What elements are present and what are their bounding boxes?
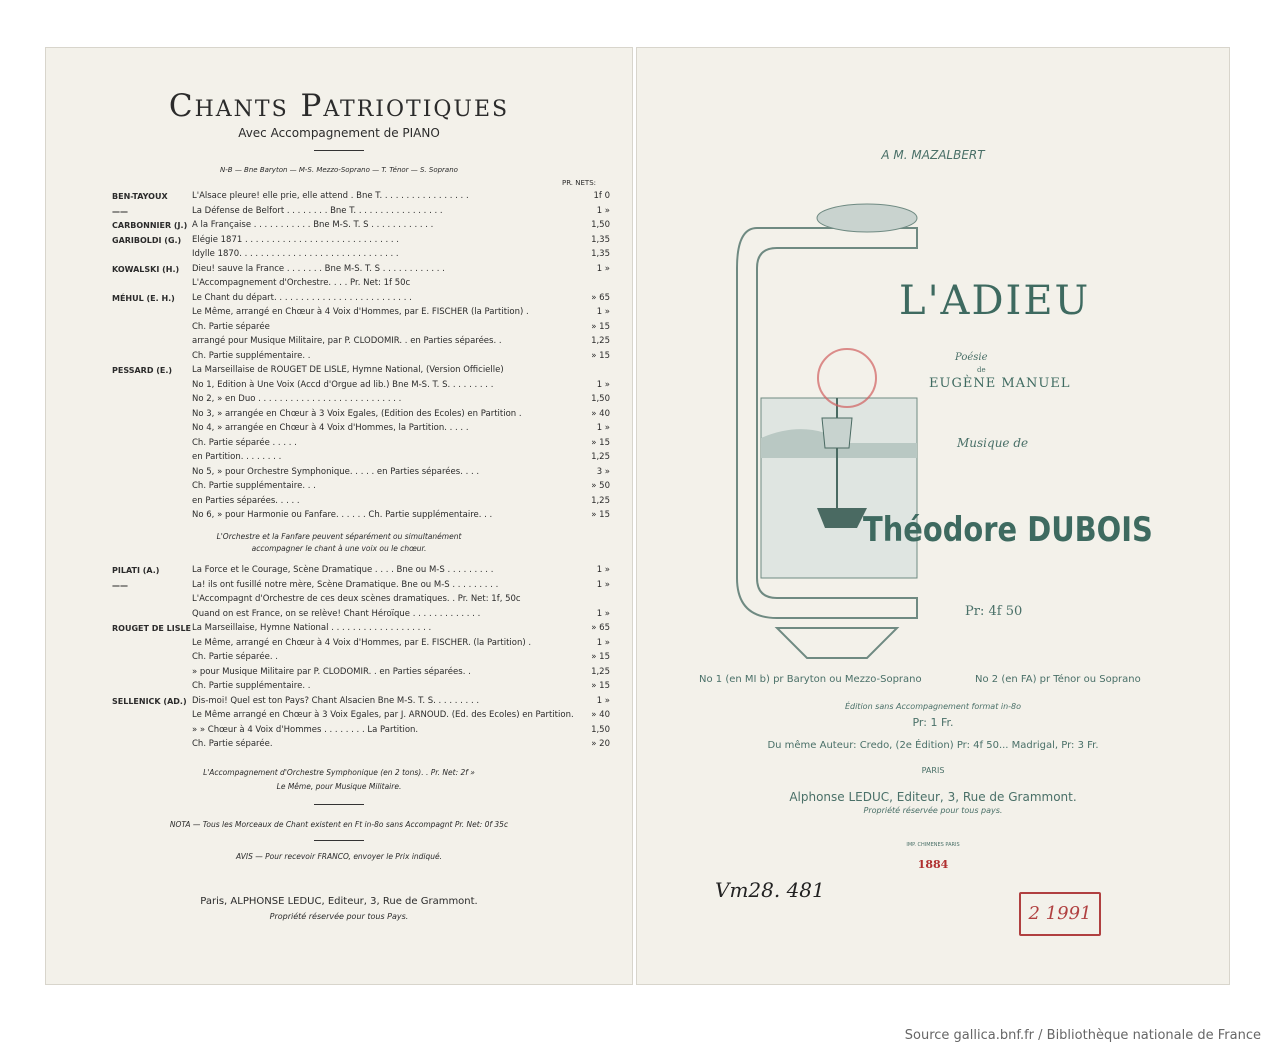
work-price: 1 » — [596, 565, 610, 575]
work-title: La Défense de Belfort . . . . . . . . Bne T. . . . . . . . . . . . . . . . . — [192, 205, 443, 216]
work-price: 1,50 — [591, 220, 610, 230]
rights-line: Propriété réservée pour tous Pays. — [269, 912, 409, 921]
work-title: No 6, » pour Harmonie ou Fanfare. . . . . . Ch. Partie supplémentaire. . . — [192, 510, 493, 520]
work-price: 1 » — [596, 695, 610, 706]
catalog-row — [112, 564, 610, 577]
work-price: » 15 — [591, 510, 610, 520]
same-author-line: Du même Auteur: Credo, (2e Édition) Pr: 4f 50... Madrigal, Pr: 3 Fr. — [767, 740, 1099, 751]
composer-name: —— — [112, 206, 128, 216]
work-title: Ch. Partie supplémentaire. . — [192, 681, 311, 691]
library-stamp-circle — [817, 348, 877, 408]
work-title: Idylle 1870. . . . . . . . . . . . . . . . . . . . . . . . . . . . . . — [192, 249, 399, 259]
catalog-row — [112, 466, 610, 479]
work-price: 1,25 — [591, 452, 610, 462]
work-price: » 15 — [591, 437, 610, 448]
left-page — [46, 48, 632, 984]
edition-price: Pr: 1 Fr. — [912, 716, 954, 729]
work-title: Quand on est France, on se relève! Chant Héroïque . . . . . . . . . . . . . — [192, 608, 481, 619]
work-title: » » Chœur à 4 Voix d'Hommes . . . . . . . . La Partition. — [192, 724, 419, 735]
work-price: » 15 — [591, 681, 610, 691]
voice-abbreviation-note: N-B — Bne Baryton — M-S. Mezzo-Soprano — T. Ténor — S. Soprano — [220, 166, 458, 174]
edition-note: Édition sans Accompagnement format in-8o — [844, 702, 1022, 711]
catalog-row — [112, 738, 610, 751]
catalog-row — [112, 350, 610, 363]
work-price: 1 » — [596, 637, 610, 648]
work-price: 1,25 — [591, 495, 610, 506]
work-price: 1 » — [596, 423, 610, 433]
year-stamp: 1884 — [917, 858, 949, 871]
composer-name: KOWALSKI (H.) — [112, 264, 180, 274]
publisher-line: Paris, ALPHONSE LEDUC, Editeur, 3, Rue de Grammont. — [200, 896, 478, 907]
work-title: Le Même, arrangé en Chœur à 4 Voix d'Hommes, par E. FISCHER. (la Partition) . — [192, 637, 532, 648]
catalog-row — [112, 695, 610, 708]
composer-name: PILATI (A.) — [112, 566, 160, 575]
work-price: 1,25 — [591, 336, 610, 346]
ship-sail — [822, 418, 852, 448]
work-title: A la Française . . . . . . . . . . . Bne M-S. T. S . . . . . . . . . . . . — [192, 220, 434, 230]
rights-line: Propriété réservée pour tous pays. — [863, 806, 1003, 815]
work-price: » 20 — [591, 739, 610, 749]
work-title: La Marseillaise de ROUGET DE LISLE, Hymne National, (Version Officielle) — [192, 365, 504, 375]
price: Pr: 4f 50 — [965, 604, 1023, 619]
poesie-label: Poésie — [955, 352, 988, 363]
catalog-row — [112, 709, 610, 722]
work-title: La Force et le Courage, Scène Dramatique . . . . Bne ou M-S . . . . . . . . . — [192, 565, 494, 575]
work-price: » 15 — [591, 652, 610, 662]
catalog-row — [112, 666, 610, 679]
work-title: No 1, Edition à Une Voix (Accd d'Orgue ad lib.) Bne M-S. T. S. . . . . . . . . — [192, 379, 494, 390]
catalog-row — [112, 608, 610, 621]
catalog-row — [112, 480, 610, 493]
de-label: de — [977, 366, 986, 374]
dedication: A M. MAZALBERT — [881, 148, 985, 162]
catalog-row — [112, 205, 610, 218]
catalog-row — [112, 651, 610, 664]
catalog-row — [112, 579, 610, 592]
work-price: 1 » — [596, 307, 610, 317]
work-price: » 50 — [591, 481, 610, 491]
work-price: » 65 — [591, 623, 610, 633]
catalog-row — [112, 509, 610, 522]
work-price: 1 » — [596, 608, 610, 619]
orchestra-note-1: L'Orchestre et la Fanfare peuvent séparément ou simultanément — [216, 532, 462, 541]
work-price: » 40 — [591, 408, 610, 419]
ornamental-frame-illustration — [717, 188, 1017, 668]
prices-header: PR. NETS: — [561, 179, 596, 187]
catalog-row — [112, 393, 610, 406]
work-title: arrangé pour Musique Militaire, par P. CLODOMIR. . en Parties séparées. . — [192, 336, 502, 346]
work-title: Le Même arrangé en Chœur à 3 Voix Egales, par J. ARNOUD. (Ed. des Ecoles) en Partition. — [192, 710, 574, 720]
divider-rule-2 — [314, 840, 364, 841]
catalog-row — [112, 292, 610, 305]
composer-name: ROUGET DE LISLE — [112, 624, 192, 633]
divider-rule — [314, 804, 364, 805]
work-title: La Marseillaise, Hymne National . . . . . . . . . . . . . . . . . . . — [192, 623, 432, 633]
catalog-row — [112, 408, 610, 421]
work-title: Ch. Partie séparée — [192, 321, 270, 332]
composer-name: —— — [112, 580, 128, 590]
military-note: Le Même, pour Musique Militaire. — [276, 782, 402, 791]
catalog-row — [112, 724, 610, 737]
flower-basket — [817, 204, 917, 232]
work-title: No 5, » pour Orchestre Symphonique. . . . . en Parties séparées. . . . — [192, 466, 480, 477]
work-price: 1,50 — [591, 724, 610, 735]
work-title: No 3, » arrangée en Chœur à 3 Voix Egales, (Edition des Ecoles) en Partition . — [192, 408, 522, 419]
work-title: L'Accompagnt d'Orchestre de ces deux scènes dramatiques. . Pr. Net: 1f, 50c — [192, 594, 521, 604]
catalog-row — [112, 495, 610, 508]
library-stamp-box: 2 1991 — [1019, 892, 1101, 936]
work-title: La! ils ont fusillé notre mère, Scène Dramatique. Bne ou M-S . . . . . . . . . — [192, 579, 499, 590]
catalog-row — [112, 364, 596, 377]
work-price: 1,35 — [591, 249, 610, 259]
catalog-title: Chants Patriotiques — [168, 88, 510, 124]
shelfmark: Vm28. 481 — [715, 878, 825, 902]
catalog-row — [112, 234, 610, 247]
catalog-row — [112, 637, 610, 650]
work-title: en Partition. . . . . . . . — [192, 452, 282, 462]
title-ornament-rule — [314, 150, 364, 151]
work-price: 1,50 — [591, 394, 610, 404]
work-price: 1f 0 — [593, 191, 610, 201]
catalog-row — [112, 451, 610, 464]
composer-name: SELLENICK (AD.) — [112, 696, 187, 706]
source-credit: Source gallica.bnf.fr / Bibliothèque nationale de France — [904, 1028, 1261, 1043]
catalog-subtitle: Avec Accompagnement de PIANO — [238, 126, 440, 140]
catalog-row — [112, 306, 610, 319]
work-title: Dis-moi! Quel est ton Pays? Chant Alsacien Bne M-S. T. S. . . . . . . . . — [192, 695, 480, 706]
voice-edition-1: No 1 (en MI b) pr Baryton ou Mezzo-Soprano — [699, 674, 922, 685]
work-title: en Parties séparées. . . . . — [192, 495, 300, 506]
work-title: Le Chant du départ. . . . . . . . . . . . . . . . . . . . . . . . . . — [192, 292, 412, 303]
work-title: L'Accompagnement d'Orchestre. . . . Pr. Net: 1f 50c — [192, 278, 411, 288]
right-page — [637, 48, 1229, 984]
composer-name: CARBONNIER (J.) — [112, 221, 188, 230]
printer-mark: IMP. CHIMENES PARIS — [906, 842, 960, 848]
frame-base — [777, 628, 897, 658]
composer-name: Théodore DUBOIS — [863, 510, 1153, 550]
work-price: 1 » — [596, 579, 610, 590]
catalog-row — [112, 219, 610, 232]
city: PARIS — [921, 766, 945, 775]
poet-name: EUGÈNE MANUEL — [929, 376, 1071, 391]
catalog-row — [112, 422, 610, 435]
catalog-row — [112, 437, 610, 450]
work-price: 1 » — [596, 205, 610, 216]
song-title: L'ADIEU — [899, 278, 1091, 324]
composer-name: GARIBOLDI (G.) — [112, 235, 182, 245]
avis-line: AVIS — Pour recevoir FRANCO, envoyer le Prix indiqué. — [235, 852, 443, 861]
work-price: 3 » — [596, 466, 610, 477]
work-price: 1 » — [596, 379, 610, 390]
work-price: 1 » — [596, 263, 610, 274]
work-title: Le Même, arrangé en Chœur à 4 Voix d'Hommes, par E. FISCHER (la Partition) . — [192, 307, 529, 317]
work-title: Ch. Partie séparée . . . . . — [192, 437, 297, 448]
catalog-row — [112, 379, 610, 392]
work-title: Ch. Partie supplémentaire. . . — [192, 481, 316, 491]
catalog-row — [112, 190, 610, 203]
work-title: » pour Musique Militaire par P. CLODOMIR. . en Parties séparées. . — [192, 666, 471, 677]
work-title: Ch. Partie séparée. . — [192, 652, 278, 662]
work-title: Ch. Partie séparée. — [192, 739, 273, 749]
catalog-row — [112, 277, 596, 290]
nota-line: NOTA — Tous les Morceaux de Chant existent en Ft in-8o sans Accompagnt Pr. Net: 0f 35c — [169, 820, 509, 829]
orchestra-symphonic-note: L'Accompagnement d'Orchestre Symphonique (en 2 tons). . Pr. Net: 2f » — [203, 768, 475, 777]
composer-name: BEN-TAYOUX — [112, 192, 168, 201]
catalog-row — [112, 680, 610, 693]
work-price: » 40 — [591, 710, 610, 720]
composer-name: MÉHUL (E. H.) — [112, 293, 175, 303]
work-title: Elégie 1871 . . . . . . . . . . . . . . . . . . . . . . . . . . . . . — [192, 234, 399, 245]
work-title: No 4, » arrangée en Chœur à 4 Voix d'Hommes, la Partition. . . . . — [192, 423, 469, 433]
work-price: 1,35 — [591, 234, 610, 245]
work-title: Ch. Partie supplémentaire. . — [192, 350, 311, 361]
work-price: » 15 — [591, 321, 610, 332]
catalog-row — [112, 321, 610, 334]
work-title: Dieu! sauve la France . . . . . . . Bne M-S. T. S . . . . . . . . . . . . — [192, 263, 445, 274]
work-title: No 2, » en Duo . . . . . . . . . . . . . . . . . . . . . . . . . . . — [192, 394, 402, 404]
catalog-row — [112, 593, 596, 606]
catalog-row — [112, 335, 610, 348]
composer-name: PESSARD (E.) — [112, 366, 173, 375]
voice-edition-2: No 2 (en FA) pr Ténor ou Soprano — [975, 674, 1141, 685]
catalog-row — [112, 622, 610, 635]
catalog-row — [112, 248, 610, 261]
orchestra-note-2: accompagner le chant à une voix ou le chœur. — [251, 544, 427, 553]
publisher-line: Alphonse LEDUC, Editeur, 3, Rue de Grammont. — [789, 790, 1077, 804]
work-title: L'Alsace pleure! elle prie, elle attend . Bne T. . . . . . . . . . . . . . . . . — [192, 191, 469, 201]
work-price: » 65 — [591, 292, 610, 303]
work-price: 1,25 — [591, 666, 610, 677]
musique-de-label: Musique de — [957, 436, 1029, 450]
catalog-row — [112, 263, 610, 276]
work-price: » 15 — [591, 350, 610, 361]
